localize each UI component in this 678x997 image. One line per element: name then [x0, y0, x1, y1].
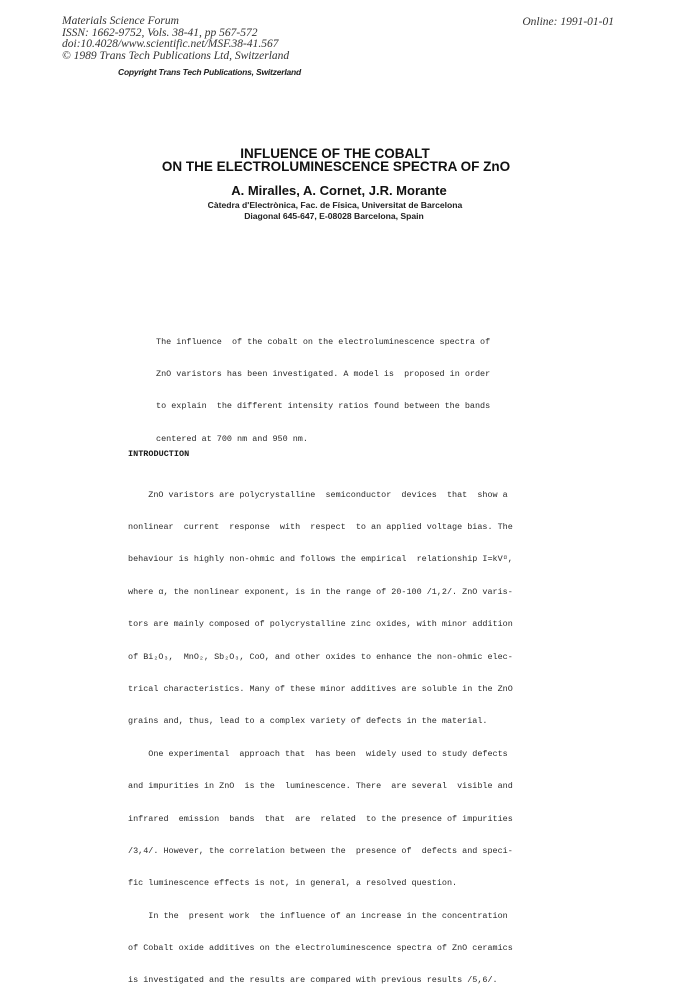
abstract-line: centered at 700 nm and 950 nm. — [156, 433, 308, 444]
body-line: One experimental approach that has been widely used to study defects — [128, 748, 508, 759]
copyright-line: © 1989 Trans Tech Publications Ltd, Switzerland — [62, 49, 290, 62]
body-line: /3,4/. However, the correlation between the presence of defects and speci- — [128, 845, 513, 856]
body-line: behaviour is highly non-ohmic and follows the empirical relationship I=kVᵅ, — [128, 554, 513, 565]
journal-name: Materials Science Forum — [62, 15, 179, 27]
publisher-copyright: Copyright Trans Tech Publications, Switzerland — [118, 67, 302, 77]
abstract-line: ZnO varistors has been investigated. A model is proposed in order — [156, 368, 491, 379]
body-line: fic luminescence effects is not, in general, a resolved question. — [128, 878, 458, 889]
body-line: of Bi₂O₃, MnO₂, Sb₂O₃, CoO, and other oxides to enhance the non-ohmic elec- — [128, 651, 513, 662]
body-line: and impurities in ZnO is the luminescence. There are several visible and — [128, 781, 513, 792]
body-line: is investigated and the results are compared with previous results /5,6/. — [128, 975, 498, 986]
body-line: ZnO varistors are polycrystalline semiconductor devices that show a — [128, 489, 508, 500]
abstract — [156, 315, 490, 455]
section-heading-introduction: INTRODUCTION — [128, 449, 190, 459]
body-line: grains and, thus, lead to a complex variety of defects in the material. — [128, 716, 488, 727]
body-line: nonlinear current response with respect to an applied voltage bias. The — [128, 521, 513, 532]
introduction-body — [128, 468, 513, 997]
body-line: In the present work the influence of an increase in the concentration — [128, 910, 508, 921]
body-line: tors are mainly composed of polycrystalline zinc oxides, with minor addition — [128, 619, 513, 630]
body-line: infrared emission bands that are related to the presence of impurities — [128, 813, 513, 824]
abstract-line: The influence of the cobalt on the electroluminescence spectra of — [156, 336, 491, 347]
body-line: of Cobalt oxide additives on the electroluminescence spectra of ZnO ceramics — [128, 943, 513, 954]
body-line: where α, the nonlinear exponent, is in the range of 20-100 /1,2/. ZnO varis- — [128, 586, 513, 597]
affiliation-line-2: Diagonal 645-647, E-08028 Barcelona, Spain — [244, 211, 424, 221]
online-date: Online: 1991-01-01 — [522, 16, 614, 28]
paper-title-line-2: ON THE ELECTROLUMINESCENCE SPECTRA OF ZnO — [161, 159, 511, 174]
author-list: A. Miralles, A. Cornet, J.R. Morante — [231, 183, 447, 198]
paper-title-line-1: INFLUENCE OF THE COBALT — [240, 146, 430, 161]
body-line: trical characteristics. Many of these minor additives are soluble in the ZnO — [128, 683, 513, 694]
journal-metadata — [62, 16, 289, 62]
issn-line: ISSN: 1662-9752, Vols. 38-41, pp 567-572 — [62, 26, 258, 39]
affiliation-line-1: Càtedra d'Electrònica, Fac. de Física, Universitat de Barcelona — [207, 200, 463, 210]
doi-line: doi:10.4028/www.scientific.net/MSF.38-41.567 — [62, 38, 279, 51]
abstract-line: to explain the different intensity ratios found between the bands — [156, 401, 491, 412]
